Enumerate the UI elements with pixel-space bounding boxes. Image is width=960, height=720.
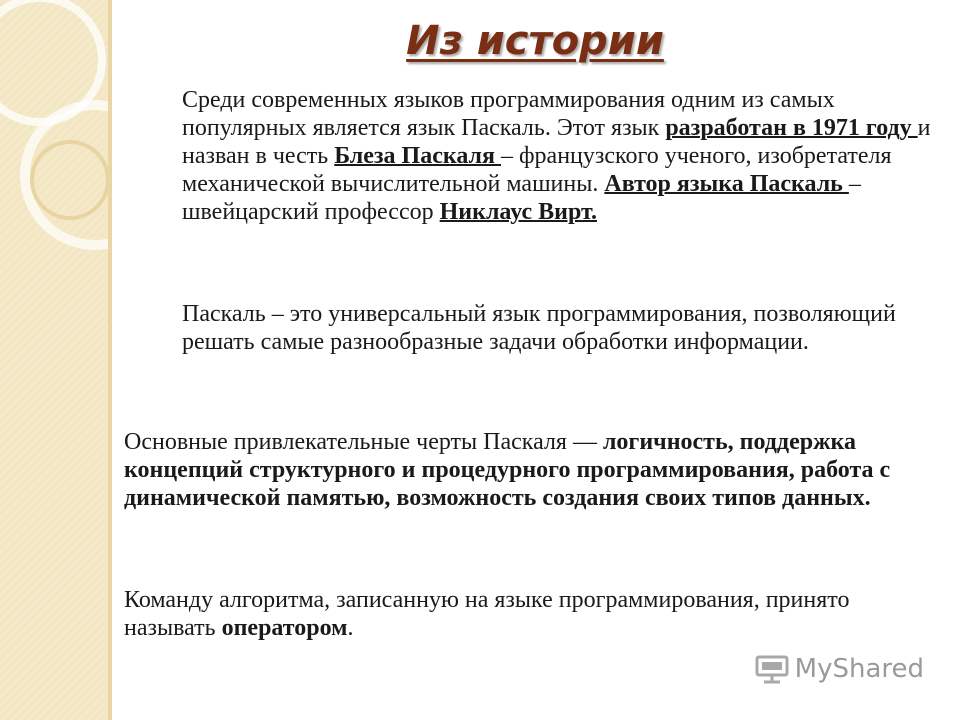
decorative-sidebar <box>0 0 108 720</box>
history-text-2: и назван в честь <box>182 115 931 169</box>
operator-lead: Команду алгоритма, записанную на языке программирования, принято называть <box>124 587 850 641</box>
link-language-author[interactable]: Автор языка Паскаль <box>604 171 849 197</box>
history-text-1: Среди современных языков программирования одним из самых популярных является язык Паскаль. Этот язык <box>182 87 835 141</box>
decorative-circles <box>0 0 108 720</box>
universal-language-paragraph <box>152 300 952 356</box>
watermark-text: MyShared <box>794 654 924 684</box>
sidebar-edge <box>108 0 112 720</box>
features-list: логичность, поддержка концепций структурного и процедурного программирования, работа с динамической памятью, возможность создания своих типов данных. <box>124 429 891 511</box>
history-paragraph <box>152 86 952 226</box>
watermark-logo <box>755 654 924 684</box>
projector-screen-icon <box>755 654 789 684</box>
link-year-1971[interactable]: разработан в 1971 году <box>665 115 918 141</box>
operator-term: оператором <box>221 615 348 641</box>
history-text-3: – французского ученого, изобретателя механической вычислительной машины. <box>182 143 892 197</box>
page-title: Из истории <box>406 18 664 64</box>
deco-ring-small <box>32 142 108 218</box>
operator-end: . <box>347 615 354 641</box>
universal-language-text: Паскаль – это универсальный язык программирования, позволяющий решать самые разнообразные задачи обработки информации. <box>182 301 896 355</box>
history-text-4: – швейцарский профессор <box>182 171 861 225</box>
features-paragraph <box>124 428 924 512</box>
operator-paragraph <box>124 586 924 642</box>
features-lead: Основные привлекательные черты Паскаля — <box>124 429 603 455</box>
link-blaise-pascal[interactable]: Блеза Паскаля <box>334 143 501 169</box>
deco-ring-medium <box>25 105 108 245</box>
link-niklaus-wirth[interactable]: Никлаус Вирт. <box>439 199 597 225</box>
